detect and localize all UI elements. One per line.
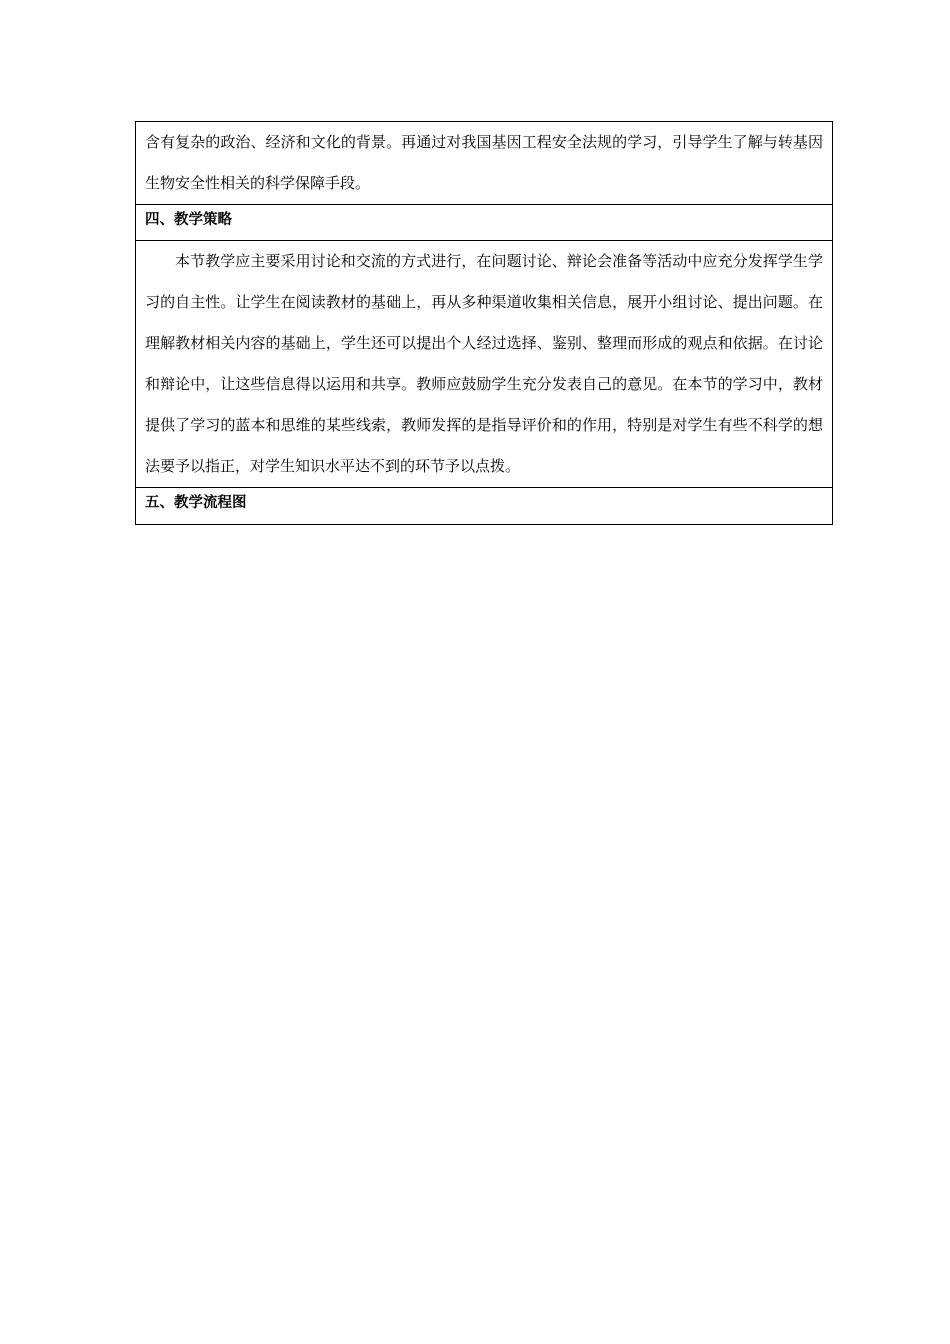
teaching-strategy-heading: 四、教学策略 xyxy=(136,204,832,240)
teaching-strategy-cell xyxy=(136,240,832,487)
background-continuation-cell xyxy=(136,122,832,204)
teaching-strategy-text: 本节教学应主要采用讨论和交流的方式进行，在问题讨论、辩论会准备等活动中应充分发挥学生学习的自主性。让学生在阅读教材的基础上，再从多种渠道收集相关信息，展开小组讨论、提出问题。在理解教材相关内容的基础上，学生还可以提出个人经过选择、鉴别、整理而形成的观点和依据。在讨论和辩论中，让这些信息得以运用和共享。教师应鼓励学生充分发表自己的意见。在本节的学习中，教材提供了学习的蓝本和思维的某些线索，教师发挥的是指导评价和的作用，特别是对学生有些不科学的想法要予以指正，对学生知识水平达不到的环节予以点拨。 xyxy=(145,252,823,475)
teaching-flowchart-heading: 五、教学流程图 xyxy=(136,487,832,524)
background-continuation-text: 含有复杂的政治、经济和文化的背景。再通过对我国基因工程安全法规的学习，引导学生了解与转基因生物安全性相关的科学保障手段。 xyxy=(145,133,823,192)
lesson-plan-table xyxy=(135,121,833,525)
